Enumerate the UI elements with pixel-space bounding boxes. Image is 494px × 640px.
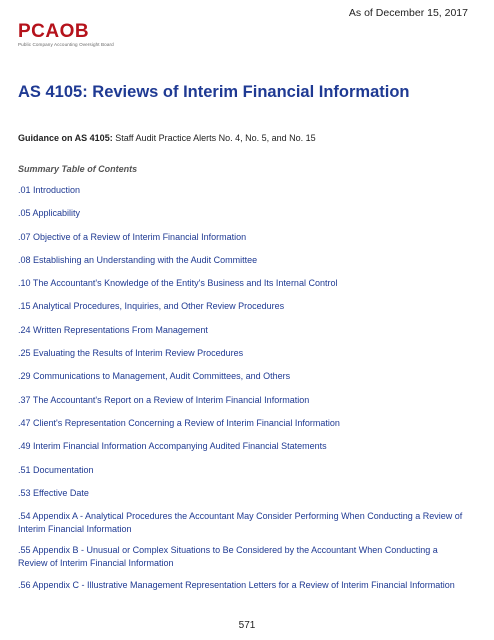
toc-link[interactable]: .05 Applicability	[18, 208, 81, 219]
toc-item	[18, 277, 468, 300]
toc-item	[18, 347, 468, 370]
toc-link[interactable]: .49 Interim Financial Information Accompanying Audited Financial Statements	[18, 441, 327, 452]
logo-subtitle: Public Company Accounting Oversight Board	[18, 42, 114, 47]
toc-link[interactable]: .29 Communications to Management, Audit Committees, and Others	[18, 371, 291, 382]
toc-item	[18, 464, 468, 487]
toc-item	[18, 231, 468, 254]
toc-item	[18, 440, 468, 463]
summary-toc-heading: Summary Table of Contents	[18, 164, 138, 174]
toc-link[interactable]: .15 Analytical Procedures, Inquiries, and Other Review Procedures	[18, 301, 285, 312]
toc-link[interactable]: .55 Appendix B - Unusual or Complex Situations to Be Considered by the Accountant When Conducting a Review of Interim Financial Information	[18, 545, 438, 568]
toc-link[interactable]: .37 The Accountant's Report on a Review of Interim Financial Information	[18, 394, 310, 405]
toc-link[interactable]: .53 Effective Date	[18, 487, 89, 498]
toc-item	[18, 487, 468, 510]
toc-item	[18, 370, 468, 393]
guidance-label: Guidance on AS 4105:	[18, 133, 113, 143]
toc-item	[18, 510, 468, 544]
toc-link[interactable]: .47 Client's Representation Concerning a Review of Interim Financial Information	[18, 417, 340, 428]
toc-link[interactable]: .08 Establishing an Understanding with the Audit Committee	[18, 254, 258, 265]
toc-link[interactable]: .07 Objective of a Review of Interim Financial Information	[18, 231, 247, 242]
table-of-contents	[18, 184, 468, 613]
toc-link[interactable]: .01 Introduction	[18, 185, 81, 195]
pcaob-logo	[18, 22, 114, 47]
toc-item	[18, 207, 468, 230]
toc-item	[18, 324, 468, 347]
toc-item	[18, 544, 468, 578]
toc-link[interactable]: .54 Appendix A - Analytical Procedures the Accountant May Consider Performing When Conducting a Review of Interim Financial Information	[18, 511, 463, 534]
toc-link[interactable]: .10 The Accountant's Knowledge of the Entity's Business and Its Internal Control	[18, 278, 338, 289]
toc-item	[18, 254, 468, 277]
toc-link[interactable]: .24 Written Representations From Management	[18, 324, 208, 335]
guidance-text: Staff Audit Practice Alerts No. 4, No. 5, and No. 15	[112, 133, 316, 143]
toc-item	[18, 184, 468, 207]
toc-item	[18, 579, 468, 613]
page-number: 571	[238, 620, 256, 631]
page-title: AS 4105: Reviews of Interim Financial Information	[18, 83, 410, 101]
toc-link[interactable]: .56 Appendix C - Illustrative Management Representation Letters for a Review of Interim Financial Information	[18, 579, 455, 590]
toc-item	[18, 417, 468, 440]
guidance-line	[18, 133, 316, 143]
as-of-date: As of December 15, 2017	[348, 7, 468, 19]
toc-link[interactable]: .25 Evaluating the Results of Interim Review Procedures	[18, 348, 244, 359]
toc-link[interactable]: .51 Documentation	[18, 464, 94, 475]
toc-item	[18, 300, 468, 323]
logo-wordmark: PCAOB	[18, 21, 90, 42]
toc-item	[18, 394, 468, 417]
